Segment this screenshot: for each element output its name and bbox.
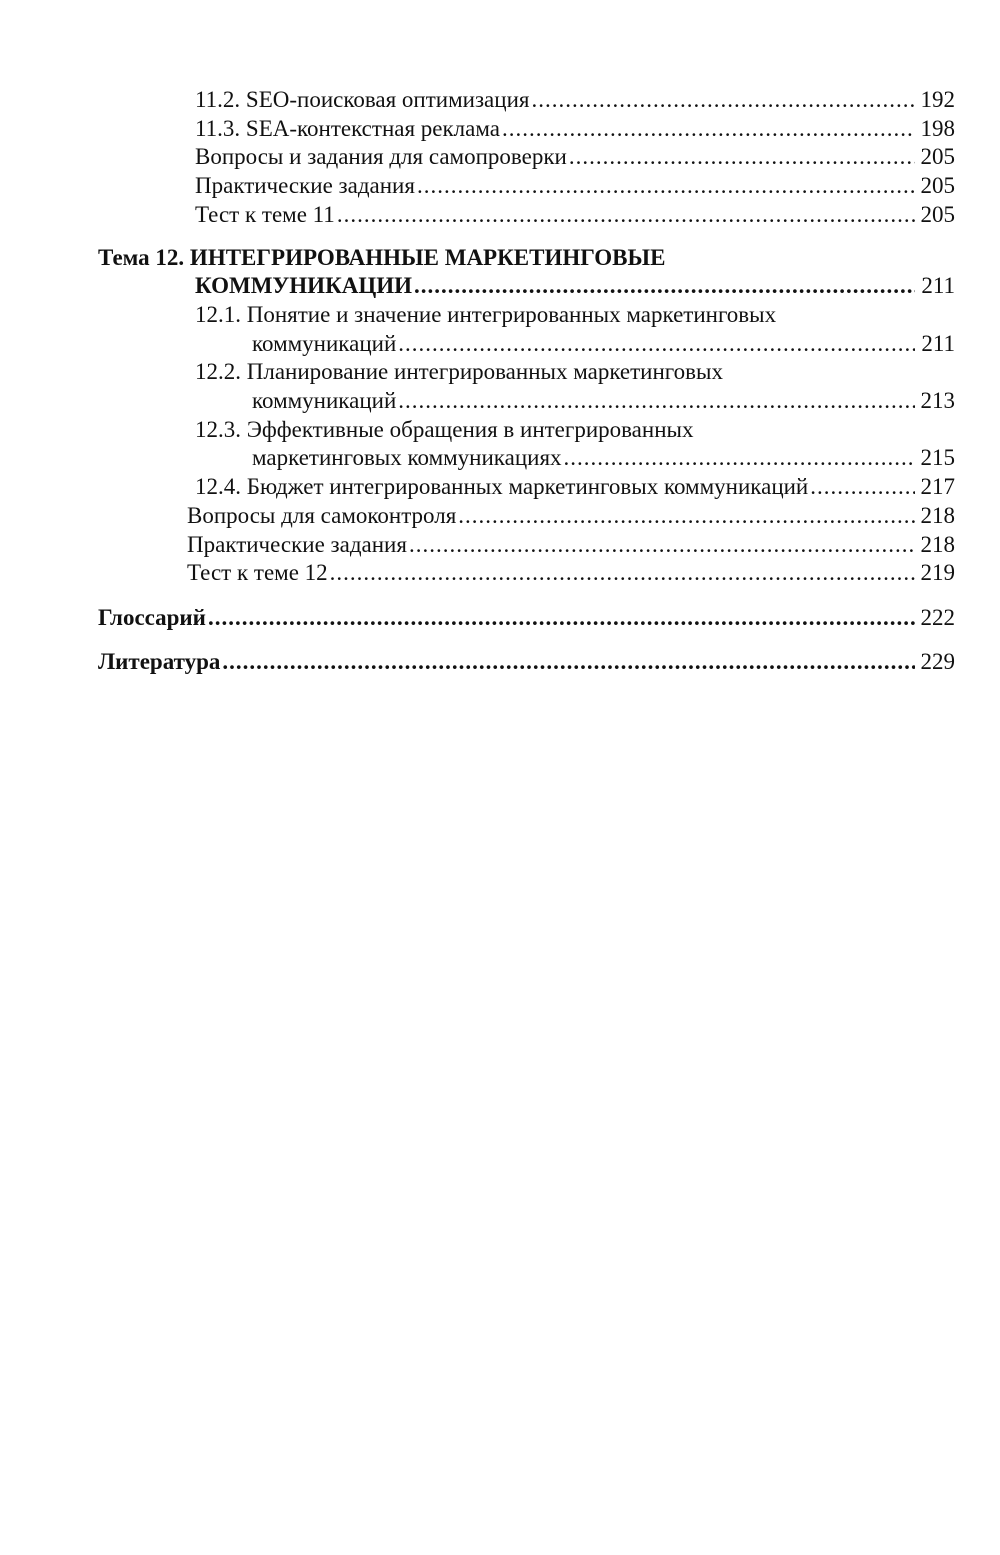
toc-entry-11-test[interactable]: [98, 201, 955, 230]
toc-entry-label: 12.4. Бюджет интегрированных маркетинговых коммуникаций: [195, 474, 809, 500]
dot-leader: [409, 531, 915, 560]
toc-entry-label: 11.2. SEO-поисковая оптимизация: [195, 87, 530, 112]
toc-entry-12-2[interactable]: [98, 358, 955, 415]
toc-entry-11-3[interactable]: [98, 115, 955, 144]
dot-leader: [531, 86, 915, 115]
toc-page-number: 211: [921, 330, 955, 356]
dot-leader: [569, 143, 915, 172]
toc-page-number: 205: [920, 201, 955, 227]
toc-entry-12-1[interactable]: [98, 301, 955, 358]
toc-page-number: 229: [920, 648, 955, 674]
toc-entry-label-cont: маркетинговых коммуникациях: [252, 445, 562, 471]
toc-chapter-title: Тема 12. ИНТЕГРИРОВАННЫЕ МАРКЕТИНГОВЫЕ: [98, 244, 666, 270]
dot-leader: [810, 473, 915, 502]
toc-entry-label: Тест к теме 11: [195, 201, 335, 227]
toc-page-number: 218: [920, 531, 955, 557]
toc-entry-label: 12.1. Понятие и значение интегрированных маркетинговых: [195, 301, 777, 327]
dot-leader: [208, 604, 915, 633]
toc-chapter-12[interactable]: [98, 244, 955, 301]
toc-entry-12-3[interactable]: [98, 416, 955, 473]
toc-entry-literature[interactable]: [98, 648, 955, 677]
toc-entry-label-cont: коммуникаций: [252, 330, 397, 356]
toc-entry-12-4[interactable]: [98, 473, 955, 502]
toc-page-number: 219: [920, 560, 955, 586]
dot-leader: [398, 330, 915, 359]
dot-leader: [417, 172, 915, 201]
dot-leader: [414, 272, 915, 301]
toc-entry-label: 11.3. SEA-контекстная реклама: [195, 115, 500, 141]
toc-entry-12-practical[interactable]: [98, 531, 955, 560]
toc-entry-label: Глоссарий: [98, 604, 206, 630]
toc-entry-11-questions[interactable]: [98, 143, 955, 172]
toc-entry-label-cont: коммуникаций: [252, 388, 397, 414]
dot-leader: [330, 559, 915, 588]
toc-entry-label: Вопросы для самоконтроля: [187, 502, 457, 528]
toc-page-number: 192: [920, 87, 955, 112]
toc-entry-label: Литература: [98, 648, 221, 674]
toc-entry-11-2[interactable]: [98, 86, 955, 115]
toc-page-number: 211: [921, 273, 955, 299]
dot-leader: [398, 387, 915, 416]
dot-leader: [458, 502, 915, 531]
toc-entry-11-practical[interactable]: [98, 172, 955, 201]
toc-entry-12-test[interactable]: [98, 559, 955, 588]
toc-entry-label: Практические задания: [195, 173, 415, 199]
toc-page-number: 217: [920, 474, 955, 500]
toc-page-number: 213: [920, 388, 955, 414]
toc-page-number: 222: [920, 604, 955, 630]
toc-entry-label: 12.3. Эффективные обращения в интегрированных: [195, 416, 694, 442]
toc-entry-12-questions[interactable]: [98, 502, 955, 531]
toc-entry-label: Практические задания: [187, 531, 407, 557]
toc-entry-glossary[interactable]: [98, 604, 955, 633]
dot-leader: [222, 648, 915, 677]
toc-page-number: 205: [920, 173, 955, 199]
dot-leader: [337, 201, 915, 230]
table-of-contents: [98, 86, 955, 676]
toc-entry-label: Вопросы и задания для самопроверки: [195, 144, 567, 170]
toc-chapter-title-cont: КОММУНИКАЦИИ: [195, 273, 413, 299]
toc-page-number: 205: [920, 144, 955, 170]
toc-entry-label: 12.2. Планирование интегрированных маркетинговых: [195, 359, 723, 385]
toc-page-number: 215: [920, 445, 955, 471]
toc-page-number: 218: [920, 502, 955, 528]
dot-leader: [564, 444, 915, 473]
dot-leader: [502, 115, 915, 144]
toc-page-number: 198: [920, 115, 955, 141]
toc-entry-label: Тест к теме 12: [187, 560, 328, 586]
